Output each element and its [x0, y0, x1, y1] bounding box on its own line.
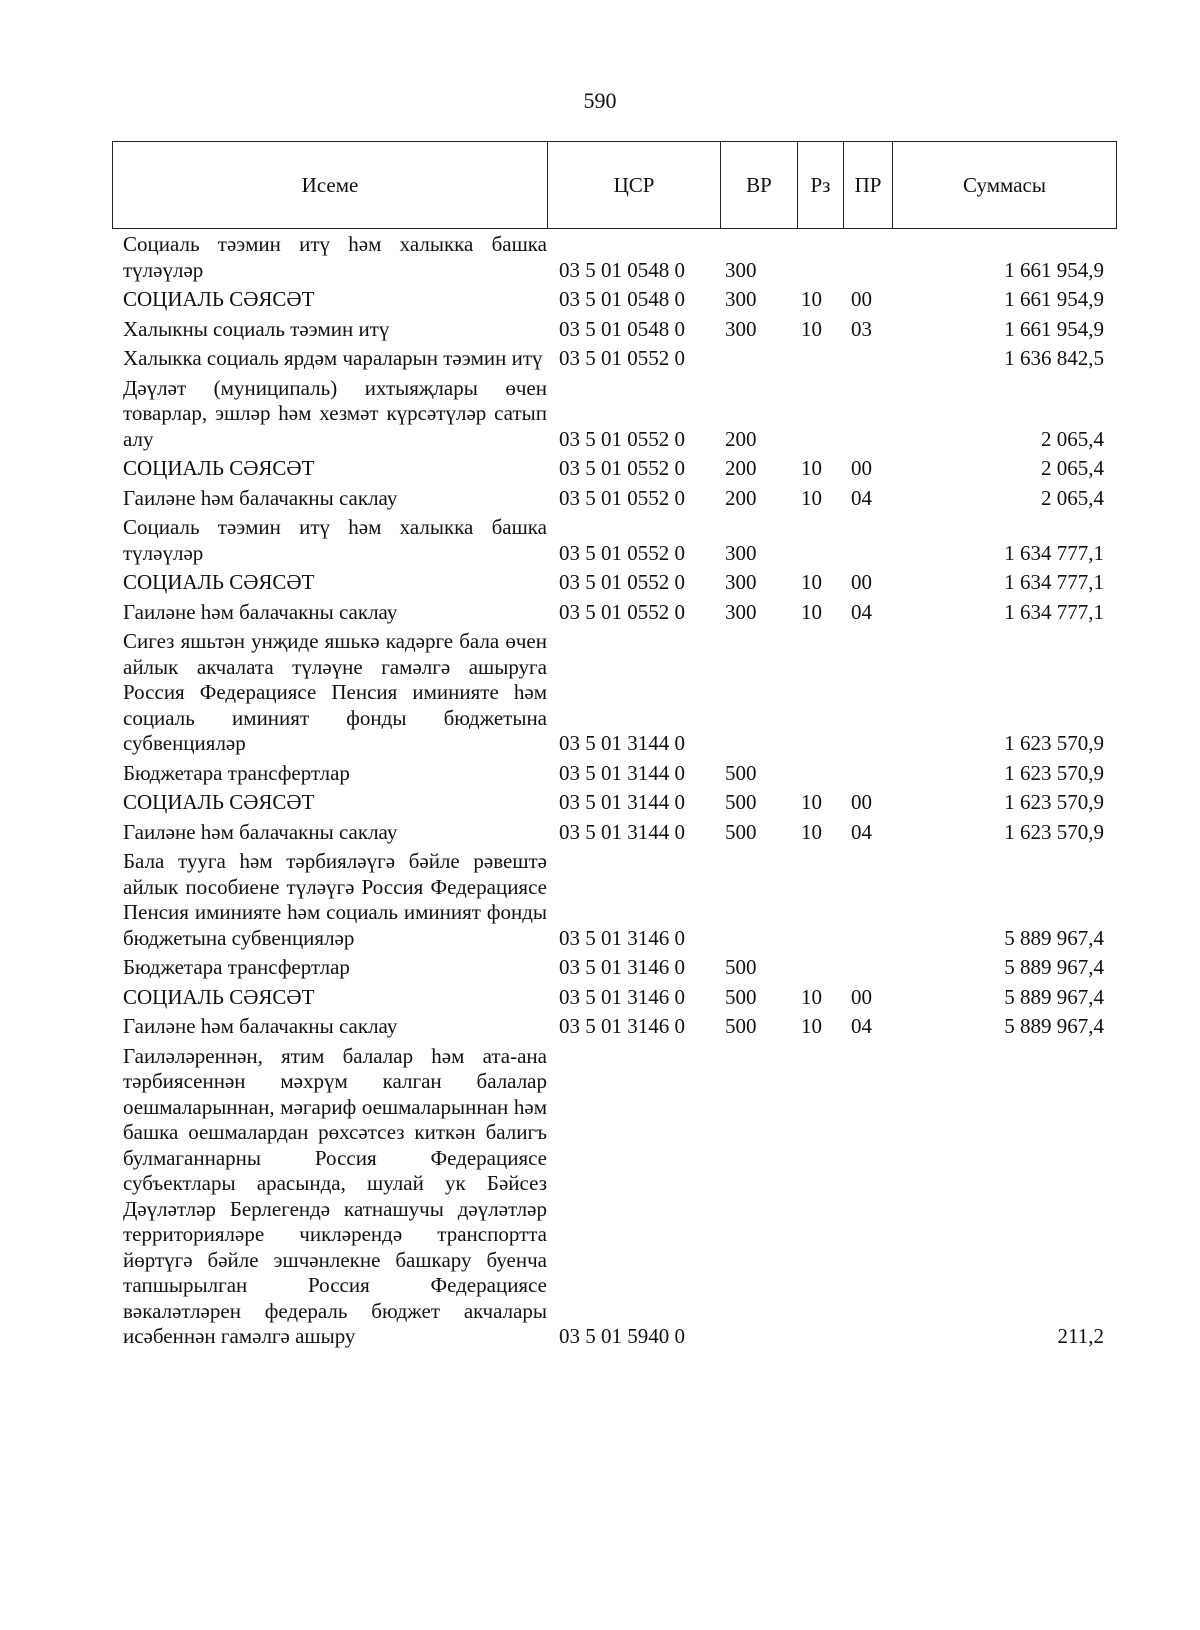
table-row — [112, 759, 1116, 789]
cell-pr — [835, 372, 885, 374]
cell-rz: 10 — [801, 570, 822, 594]
cell-vr: 200 — [725, 485, 757, 510]
cell-rz — [787, 757, 835, 759]
cell-sum: 1 661 954,9 — [1004, 257, 1104, 282]
cell-name: Социаль тәэмин итү һәм халыкка башка түләүләр — [123, 232, 547, 282]
table-row — [112, 598, 1116, 628]
cell-rz — [787, 1350, 835, 1352]
cell-sum: 2 065,4 — [1041, 426, 1104, 451]
cell-rz: 10 — [801, 456, 822, 480]
cell-pr — [835, 283, 885, 285]
cell-name: СОЦИАЛЬ СӘЯСӘТ — [123, 790, 315, 814]
cell-pr: 03 — [851, 316, 872, 341]
cell-csr: 03 5 01 3146 0 — [559, 1014, 685, 1038]
cell-sum: 2 065,4 — [1041, 456, 1104, 480]
header-csr: ЦСР — [548, 142, 721, 229]
cell-pr — [835, 1350, 885, 1352]
cell-pr — [835, 566, 885, 568]
cell-name: Бюджетара трансфертлар — [123, 955, 350, 979]
header-name: Исеме — [113, 142, 548, 229]
cell-rz — [787, 452, 835, 454]
cell-pr: 00 — [851, 456, 872, 480]
cell-name: Бала тууга һәм тәрбияләүгә бәйле рәвештә айлык пособиене түләүгә Россия Федерациясе Пенсия иминияте һәм социаль иминият фонды бюджетына субвенцияләр — [123, 849, 547, 950]
cell-name: Гаиләне һәм балачакны саклау — [123, 819, 398, 844]
cell-vr: 300 — [725, 570, 757, 594]
cell-vr: 300 — [725, 540, 757, 565]
cell-vr: 500 — [725, 760, 757, 785]
cell-sum: 1 661 954,9 — [1004, 287, 1104, 311]
cell-pr: 00 — [851, 287, 872, 311]
cell-vr — [707, 1350, 787, 1352]
table-row — [112, 344, 1116, 374]
cell-rz — [787, 951, 835, 953]
cell-rz — [787, 786, 835, 788]
table-row — [112, 285, 1116, 315]
cell-vr — [707, 372, 787, 374]
cell-vr: 300 — [725, 287, 757, 311]
table-row — [112, 818, 1116, 848]
table-row — [112, 454, 1116, 484]
cell-sum: 5 889 967,4 — [1004, 955, 1104, 979]
cell-sum: 1 634 777,1 — [1004, 570, 1104, 594]
cell-csr: 03 5 01 0548 0 — [559, 287, 685, 311]
table-header — [112, 141, 1117, 229]
cell-sum: 1 634 777,1 — [1004, 540, 1104, 565]
cell-csr: 03 5 01 3146 0 — [559, 955, 685, 979]
cell-vr: 500 — [725, 819, 757, 844]
cell-pr: 04 — [851, 599, 872, 624]
cell-pr — [835, 452, 885, 454]
cell-name: Гаиләләреннән, ятим балалар һәм ата-ана тәрбиясеннән мәхрүм калган балалар оешмаларыннан, мәгариф оешмаларыннан һәм башка оешмалардан рөхсәтсез киткән балигъ булмаганнарны Россия Федерациясе субъектлары арасында, шулай ук Бәйсез Дәүләтләр Берлегендә катнашучы дәүләтләр территорияләре чикләрендә транспортта йөртүгә бәйле эшчәнлекне башкару буенча тапшырылган Россия Федерациясе вәкаләтләрен федераль бюджет акчалары исәбеннән гамәлгә ашыру — [123, 1043, 547, 1348]
cell-pr — [835, 757, 885, 759]
cell-csr: 03 5 01 0552 0 — [559, 456, 685, 480]
table-row — [112, 1042, 1116, 1352]
cell-name: Бюджетара трансфертлар — [123, 760, 350, 785]
cell-sum: 1 623 570,9 — [1004, 760, 1104, 785]
cell-sum: 1 661 954,9 — [1004, 316, 1104, 341]
cell-sum: 1 623 570,9 — [1004, 790, 1104, 814]
cell-vr: 500 — [725, 1014, 757, 1038]
cell-rz: 10 — [801, 819, 822, 844]
cell-csr: 03 5 01 3146 0 — [559, 925, 685, 950]
cell-sum: 1 636 842,5 — [1004, 346, 1104, 370]
header-pr: ПР — [844, 142, 893, 229]
cell-pr: 00 — [851, 984, 872, 1009]
cell-csr: 03 5 01 0552 0 — [559, 485, 685, 510]
cell-csr: 03 5 01 3146 0 — [559, 984, 685, 1009]
cell-name: Социаль тәэмин итү һәм халыкка башка түләүләр — [123, 515, 547, 565]
table-row — [112, 788, 1116, 818]
page-number: 590 — [583, 88, 617, 113]
cell-csr: 03 5 01 0552 0 — [559, 426, 685, 451]
cell-rz — [787, 372, 835, 374]
cell-rz: 10 — [801, 1014, 822, 1038]
cell-vr: 300 — [725, 599, 757, 624]
table-row — [112, 983, 1116, 1013]
table-body — [112, 230, 1116, 1352]
table-row — [112, 953, 1116, 983]
cell-name: СОЦИАЛЬ СӘЯСӘТ — [123, 570, 315, 594]
table-row — [112, 374, 1116, 455]
cell-csr: 03 5 01 0548 0 — [559, 316, 685, 341]
header-sum: Суммасы — [893, 142, 1117, 229]
cell-pr: 04 — [851, 1014, 872, 1038]
cell-csr: 03 5 01 5940 0 — [559, 1324, 685, 1348]
table-row — [112, 1012, 1116, 1042]
cell-name: Гаиләне һәм балачакны саклау — [123, 1014, 398, 1038]
cell-csr: 03 5 01 0552 0 — [559, 540, 685, 565]
cell-name: Халыкка социаль ярдәм чараларын тәэмин итү — [123, 346, 543, 370]
cell-vr — [707, 951, 787, 953]
cell-rz — [787, 283, 835, 285]
cell-sum: 5 889 967,4 — [1004, 925, 1104, 950]
cell-csr: 03 5 01 0548 0 — [559, 257, 685, 282]
cell-rz — [787, 566, 835, 568]
cell-csr: 03 5 01 0552 0 — [559, 599, 685, 624]
cell-rz: 10 — [801, 485, 822, 510]
cell-rz: 10 — [801, 599, 822, 624]
cell-sum: 1 634 777,1 — [1004, 599, 1104, 624]
cell-csr: 03 5 01 3144 0 — [559, 819, 685, 844]
cell-pr — [835, 786, 885, 788]
cell-name: Халыкны социаль тәэмин итү — [123, 316, 390, 341]
cell-sum: 5 889 967,4 — [1004, 984, 1104, 1009]
cell-pr: 04 — [851, 485, 872, 510]
cell-csr: 03 5 01 0552 0 — [559, 570, 685, 594]
cell-pr: 00 — [851, 790, 872, 814]
cell-vr: 500 — [725, 984, 757, 1009]
cell-csr: 03 5 01 3144 0 — [559, 790, 685, 814]
cell-vr — [707, 757, 787, 759]
cell-vr: 500 — [725, 790, 757, 814]
table-row — [112, 230, 1116, 285]
cell-pr — [835, 951, 885, 953]
cell-sum: 5 889 967,4 — [1004, 1014, 1104, 1038]
cell-csr: 03 5 01 0552 0 — [559, 346, 685, 370]
cell-name: Гаиләне һәм балачакны саклау — [123, 485, 398, 510]
table-row — [112, 568, 1116, 598]
header-vr: ВР — [721, 142, 798, 229]
cell-vr: 300 — [725, 316, 757, 341]
cell-pr — [835, 981, 885, 983]
cell-csr: 03 5 01 3144 0 — [559, 731, 685, 755]
cell-rz: 10 — [801, 316, 822, 341]
cell-sum: 1 623 570,9 — [1004, 731, 1104, 755]
cell-name: СОЦИАЛЬ СӘЯСӘТ — [123, 984, 315, 1009]
cell-rz: 10 — [801, 790, 822, 814]
cell-pr: 00 — [851, 570, 872, 594]
cell-vr: 200 — [725, 426, 757, 451]
table-row — [112, 513, 1116, 568]
table-row — [112, 484, 1116, 514]
cell-sum: 211,2 — [1057, 1324, 1104, 1348]
cell-vr: 300 — [725, 257, 757, 282]
cell-name: Гаиләне һәм балачакны саклау — [123, 599, 398, 624]
cell-name: Дәүләт (муниципаль) ихтыяҗлары өчен товарлар, эшләр һәм хезмәт күрсәтүләр сатып алу — [123, 375, 547, 451]
cell-name: СОЦИАЛЬ СӘЯСӘТ — [123, 287, 315, 311]
table-row — [112, 627, 1116, 759]
cell-name: Сигез яшьтән унҗиде яшькә кадәрге бала өчен айлык акчалата түләүне гамәлгә ашыруга Россия Федерациясе Пенсия иминияте һәм социаль иминият фонды бюджетына субвенцияләр — [123, 629, 547, 755]
cell-name: СОЦИАЛЬ СӘЯСӘТ — [123, 456, 315, 480]
cell-vr: 200 — [725, 456, 757, 480]
cell-sum: 1 623 570,9 — [1004, 819, 1104, 844]
table-row — [112, 315, 1116, 345]
cell-sum: 2 065,4 — [1041, 485, 1104, 510]
cell-pr: 04 — [851, 819, 872, 844]
header-rz: Рз — [798, 142, 844, 229]
cell-csr: 03 5 01 3144 0 — [559, 760, 685, 785]
cell-vr: 500 — [725, 955, 757, 979]
cell-rz: 10 — [801, 287, 822, 311]
cell-rz — [787, 981, 835, 983]
cell-rz: 10 — [801, 984, 822, 1009]
table-row — [112, 847, 1116, 953]
